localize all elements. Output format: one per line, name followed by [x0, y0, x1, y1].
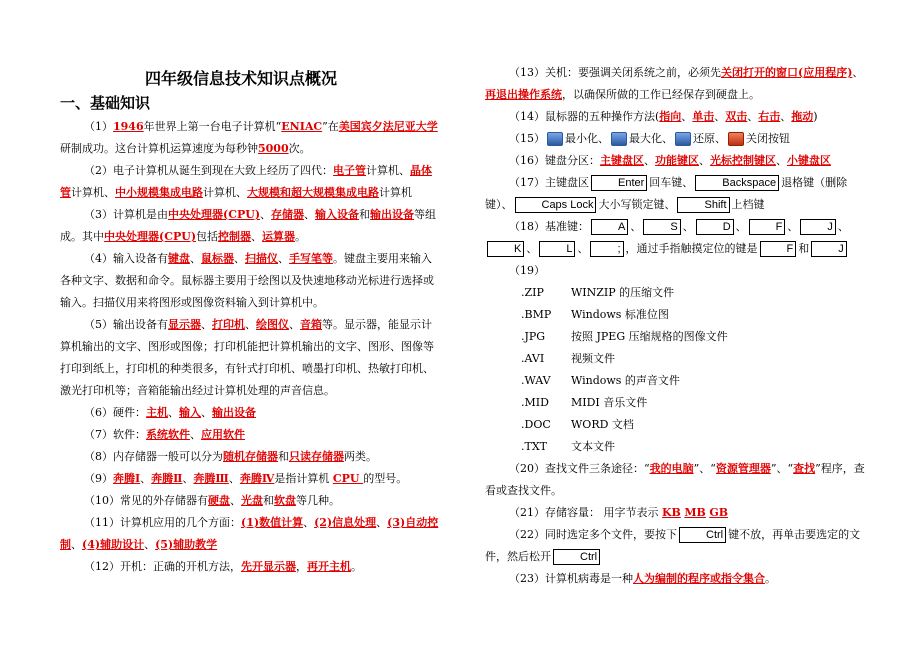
text: 计算机	[379, 186, 412, 199]
highlighted-term: 资源管理器	[715, 462, 771, 475]
text: 、	[787, 220, 799, 233]
highlighted-term: 功能键区	[655, 154, 699, 167]
text: 、	[577, 242, 589, 255]
text: 、	[376, 516, 388, 529]
paragraph	[485, 106, 865, 128]
highlighted-term: 键盘	[168, 252, 190, 265]
highlighted-term: 拖动	[791, 110, 814, 123]
highlighted-term: 主机	[146, 406, 168, 419]
text: 、	[289, 318, 300, 331]
extension-name: .DOC	[521, 418, 551, 431]
extension-description: Windows 标准位图	[571, 308, 669, 321]
left-column	[60, 116, 440, 578]
text: 等组成。其中	[60, 208, 437, 243]
paragraph	[485, 62, 865, 106]
text: 退格键（删除键）、	[485, 176, 848, 211]
text: 、	[230, 494, 241, 507]
paragraph	[60, 468, 440, 490]
highlighted-term: 关闭打开的窗口(应用程序)	[721, 66, 853, 79]
text: 计算机、	[203, 186, 247, 199]
file-extension-row	[485, 304, 865, 326]
highlighted-term: GB	[709, 506, 729, 519]
highlighted-term: 只读存储器	[289, 450, 344, 463]
extension-description: 视频文件	[571, 352, 615, 365]
keyboard-key: Ctrl	[679, 527, 726, 543]
paragraph	[485, 216, 865, 260]
highlighted-term: 奔腾Ⅰ	[113, 472, 141, 485]
highlighted-term: 人为编制的程序或指令集合	[633, 572, 765, 585]
text: （15）	[509, 132, 545, 145]
extension-description: 按照 JPEG 压缩规格的图像文件	[571, 330, 728, 343]
extension-description: WINZIP 的压缩文件	[571, 286, 675, 299]
highlighted-term: 扫描仪	[245, 252, 278, 265]
highlighted-term: 光标控制键区	[710, 154, 776, 167]
paragraph	[60, 512, 440, 556]
highlighted-term: MB	[684, 506, 706, 519]
highlighted-term: 右击	[758, 110, 781, 123]
text: 、	[168, 406, 179, 419]
paragraph	[60, 116, 440, 160]
text: （8）内存储器一般可以分为	[84, 450, 223, 463]
highlighted-term: 奔腾Ⅳ	[239, 472, 275, 485]
highlighted-term: 音箱	[300, 318, 322, 331]
text: 、	[682, 220, 694, 233]
text: 、	[304, 208, 316, 221]
file-extension-row	[485, 326, 865, 348]
text: 、	[714, 110, 726, 123]
text: 包括	[196, 230, 219, 243]
paragraph	[485, 502, 865, 524]
highlighted-term: 显示器	[168, 318, 201, 331]
highlighted-term: 美国宾夕法尼亚大学	[338, 120, 438, 133]
text: 计算机、	[71, 186, 115, 199]
highlighted-term: 应用软件	[201, 428, 245, 441]
text: （16）键盘分区：	[509, 154, 600, 167]
text: 、	[747, 110, 759, 123]
text: ，以确保所做的工作已经保存到硬盘上。	[562, 88, 760, 101]
extension-name: .MID	[521, 396, 549, 409]
highlighted-term: 小键盘区	[787, 154, 831, 167]
text: （18）基准键：	[509, 220, 589, 233]
highlighted-term: KB	[662, 506, 681, 519]
text: 最小化、	[565, 132, 609, 145]
text: （11）计算机应用的几个方面：	[84, 516, 241, 529]
right-column	[485, 62, 865, 590]
paragraph	[60, 204, 440, 248]
text: 、	[260, 208, 272, 221]
extension-name: .BMP	[521, 308, 552, 321]
text: （4）输入设备有	[84, 252, 168, 265]
highlighted-term: 奔腾Ⅱ	[151, 472, 183, 485]
highlighted-term: 软盘	[274, 494, 296, 507]
highlighted-term: (3)自动控制	[60, 516, 439, 551]
text: 上档键	[731, 198, 765, 211]
text: ”在	[322, 120, 339, 133]
section-heading: 一、基础知识	[60, 94, 151, 112]
text: （22）同时选定多个文件，要按下	[509, 528, 677, 541]
highlighted-term: 中央处理器(CPU)	[168, 208, 261, 221]
highlighted-term: 5000	[258, 142, 289, 155]
file-extension-row	[485, 348, 865, 370]
text: 、	[201, 318, 212, 331]
text: （1）	[84, 120, 113, 133]
highlighted-term: 硬盘	[208, 494, 230, 507]
highlighted-term: (4)辅助设计	[82, 538, 145, 551]
paragraph	[485, 458, 865, 502]
text: （6）硬件：	[84, 406, 146, 419]
highlighted-term: 中小规模集成电路	[115, 186, 203, 199]
extension-description: WORD 文档	[571, 418, 634, 431]
text: 两类。	[344, 450, 377, 463]
keyboard-key: A	[591, 219, 628, 235]
text: ，	[296, 560, 307, 573]
highlighted-term: 双击	[725, 110, 748, 123]
paragraph	[485, 150, 865, 172]
highlighted-term: (1)数值计算	[241, 516, 304, 529]
text: 和	[263, 494, 274, 507]
text: 、	[190, 252, 201, 265]
page-title: 四年级信息技术知识点概况	[145, 69, 338, 88]
highlighted-term: 控制器	[218, 230, 252, 243]
text: 、	[699, 154, 710, 167]
extension-name: .TXT	[521, 440, 548, 453]
file-extension-row	[485, 414, 865, 436]
highlighted-term: ENIAC	[281, 120, 323, 133]
highlighted-term: 鼠标器	[201, 252, 234, 265]
text: 、	[71, 538, 82, 551]
extension-description: Windows 的声音文件	[571, 374, 680, 387]
text: 、	[228, 472, 240, 485]
text: ，通过手指触摸定位的键是	[625, 242, 758, 255]
text: 、	[780, 110, 792, 123]
file-extension-row	[485, 392, 865, 414]
text: 、	[303, 516, 315, 529]
highlighted-term: 打印机	[212, 318, 245, 331]
highlighted-term: 电子管	[333, 164, 366, 177]
paragraph	[60, 490, 440, 512]
file-extension-row	[485, 282, 865, 304]
text: 关闭按钮	[746, 132, 790, 145]
highlighted-term: 晶体管	[60, 164, 432, 199]
extension-description: 文本文件	[571, 440, 615, 453]
text: 研制成功。这台计算机运算速度为每秒钟	[60, 142, 258, 155]
file-extension-row	[485, 436, 865, 458]
text: 的型号。	[363, 472, 408, 485]
text: 、	[234, 252, 245, 265]
highlighted-term: 随机存储器	[223, 450, 278, 463]
keyboard-key: L	[539, 241, 575, 257]
highlighted-term: 输出设备	[212, 406, 256, 419]
text: 、	[190, 428, 201, 441]
text: 。	[765, 572, 776, 585]
highlighted-term: 我的电脑	[649, 462, 694, 475]
paragraph	[485, 568, 865, 590]
text: 、	[144, 538, 156, 551]
paragraph	[60, 248, 440, 314]
keyboard-key: J	[811, 241, 847, 257]
highlighted-term: 系统软件	[146, 428, 190, 441]
text: 、	[776, 154, 787, 167]
paragraph	[60, 556, 440, 578]
keyboard-key: ;	[590, 241, 623, 257]
paragraph	[485, 172, 865, 216]
text: （3）计算机是由	[84, 208, 168, 221]
highlighted-term: 中央处理器(CPU)	[104, 230, 197, 243]
paragraph	[60, 446, 440, 468]
text: （12）开机：正确的开机方法，	[84, 560, 241, 573]
keyboard-key: F	[749, 219, 786, 235]
highlighted-term: 先开显示器	[241, 560, 296, 573]
text: 、	[245, 318, 256, 331]
max-window-icon	[611, 132, 627, 146]
paragraph	[60, 314, 440, 402]
text: （14）鼠标器的五种操作方法(	[509, 110, 660, 123]
extension-description: MIDI 音乐文件	[571, 396, 648, 409]
highlighted-term: 输入设备	[315, 208, 360, 221]
highlighted-term: 输出设备	[370, 208, 415, 221]
keyboard-key: D	[696, 219, 734, 235]
extension-name: .WAV	[521, 374, 551, 387]
keyboard-key: K	[487, 241, 524, 257]
text: 和	[798, 242, 810, 255]
text: ”、“	[693, 462, 716, 475]
keyboard-key: J	[800, 219, 836, 235]
highlighted-term: 主键盘区	[600, 154, 644, 167]
text: （23）计算机病毒是一种	[509, 572, 633, 585]
text: 和	[278, 450, 289, 463]
highlighted-term: 再开主机	[307, 560, 351, 573]
highlighted-term: (5)辅助教学	[155, 538, 218, 551]
keyboard-key: Ctrl	[553, 549, 600, 565]
highlighted-term: 奔腾Ⅲ	[193, 472, 229, 485]
highlighted-term: 指向	[659, 110, 682, 123]
text: ”程序，查看或查找文件。	[485, 462, 865, 497]
keyboard-key: Shift	[677, 197, 729, 213]
highlighted-term: 光盘	[241, 494, 263, 507]
text: 、	[201, 406, 212, 419]
text: 。	[295, 230, 307, 243]
text: 、	[182, 472, 194, 485]
file-extension-row	[485, 370, 865, 392]
text: 大小写锁定键、	[598, 198, 676, 211]
highlighted-term: (2)信息处理	[314, 516, 377, 529]
text: 等几种。	[296, 494, 340, 507]
highlighted-term: 手写笔等	[289, 252, 333, 265]
keyboard-key: F	[760, 241, 797, 257]
keyboard-key: Backspace	[695, 175, 779, 191]
highlighted-term: 单击	[692, 110, 715, 123]
text: 和	[359, 208, 371, 221]
text: 。键盘主要用来输入各种文字、数据和命令。鼠标器主要用于绘图以及快速地移动光标进行选择或输入。扫描仪用来将图形或图像资料输入到计算机中。	[60, 252, 434, 309]
paragraph	[60, 160, 440, 204]
keyboard-key: Caps Lock	[515, 197, 597, 213]
min-window-icon	[547, 132, 563, 146]
text: 、	[681, 110, 693, 123]
paragraph	[485, 260, 865, 282]
highlighted-term: 输入	[179, 406, 201, 419]
highlighted-term: 大规模和超大规模集成电路	[247, 186, 379, 199]
text: 、	[735, 220, 747, 233]
extension-name: .ZIP	[521, 286, 544, 299]
highlighted-term: 绘图仪	[256, 318, 289, 331]
text: （7）软件：	[84, 428, 146, 441]
text: （19）	[509, 264, 545, 277]
paragraph	[485, 524, 865, 568]
text: （5）输出设备有	[84, 318, 168, 331]
text: )	[813, 110, 818, 123]
text: 还原、	[693, 132, 726, 145]
keyboard-key: S	[643, 219, 680, 235]
text: 、	[837, 220, 849, 233]
text: 、	[630, 220, 642, 233]
text: 最大化、	[629, 132, 673, 145]
text: ”、“	[770, 462, 794, 475]
text: 等。显示器，能显示计算机输出的文字、图形或图像；打印机能把计算机输出的文字、图形、图像等打印到纸上，打印机的种类很多，有针式打印机、喷墨打印机、热敏打印机、激光打印机等；音箱能输出经过计算机处理的声音信息。	[60, 318, 434, 397]
restore-window-icon	[675, 132, 691, 146]
highlighted-term: 1946	[113, 120, 144, 133]
highlighted-term: 再退出操作系统	[485, 88, 562, 101]
highlighted-term: 运算器	[262, 230, 296, 243]
text: 、	[644, 154, 655, 167]
text: 回车键、	[649, 176, 694, 189]
text: 键不放，再单击要选定的文件，然后松开	[485, 528, 861, 563]
close-window-icon	[728, 132, 744, 146]
paragraph	[485, 128, 865, 150]
text: （10）常见的外存储器有	[84, 494, 208, 507]
text: 、	[251, 230, 263, 243]
highlighted-term: CPU	[332, 472, 364, 485]
paragraph	[60, 402, 440, 424]
highlighted-term: 存储器	[271, 208, 305, 221]
text: 是指计算机	[274, 472, 333, 485]
text: 。	[351, 560, 362, 573]
text: 计算机、	[366, 164, 410, 177]
text: 、	[140, 472, 152, 485]
highlighted-term: 查找	[793, 462, 816, 475]
text: 、	[278, 252, 289, 265]
text: 、	[852, 66, 864, 79]
text: （13）关机：要强调关闭系统之前，必须先	[509, 66, 721, 79]
extension-name: .AVI	[521, 352, 545, 365]
text: 、	[526, 242, 538, 255]
keyboard-key: Enter	[591, 175, 647, 191]
text: （20）查找文件三条途径：“	[509, 462, 650, 475]
text: 次。	[288, 142, 311, 155]
paragraph	[60, 424, 440, 446]
text: （9）	[84, 472, 113, 485]
text: （17）主键盘区	[509, 176, 589, 189]
text: （2）电子计算机从诞生到现在大致上经历了四代：	[84, 164, 333, 177]
text: 年世界上第一台电子计算机“	[143, 120, 282, 133]
extension-name: .JPG	[521, 330, 546, 343]
text: （21）存储容量： 用字节表示	[509, 506, 662, 519]
